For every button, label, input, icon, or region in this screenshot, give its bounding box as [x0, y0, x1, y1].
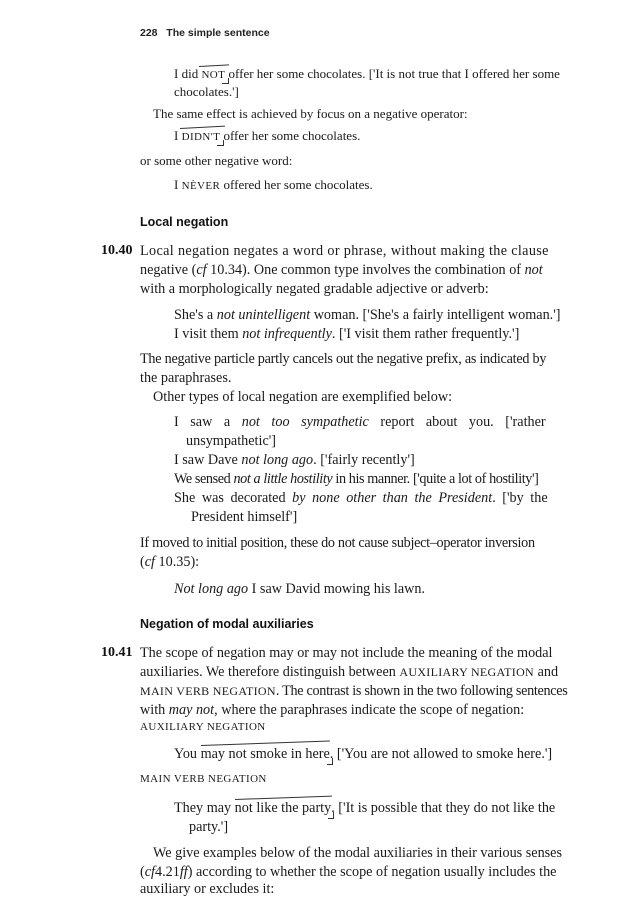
example-may-not-like-cont: party.'] — [189, 819, 229, 835]
label-main-verb-negation: MAIN VERB NEGATION — [140, 773, 267, 785]
local-negation-p1-l1: Local negation negates a word or phrase, without making the clause — [140, 243, 549, 259]
local-negation-p2-l2: the paraphrases. — [140, 370, 232, 386]
example-none-other-than-cont: President himself'] — [191, 509, 298, 525]
example-not-infrequently: I visit them not infrequently. ['I visit them rather frequently.'] — [174, 326, 520, 342]
example-may-not-smoke: You may not smoke in here. ['You are not allowed to smoke here.'] — [174, 746, 553, 762]
example-not-unintelligent: She's a not unintelligent woman. ['She's a fairly intelligent woman.'] — [174, 307, 561, 323]
example-not-too-sympathetic: I saw a not too sympathetic report about you. ['rather — [174, 414, 546, 430]
paragraph-negative-word: or some other negative word: — [140, 153, 293, 168]
heading-local-negation: Local negation — [140, 215, 229, 229]
example-not-long-ago-fronted: Not long ago I saw David mowing his lawn. — [174, 581, 426, 597]
example-not-focus-cont: chocolates.'] — [174, 84, 239, 99]
scope-may-not-smoke: may not smoke in here — [200, 746, 330, 762]
local-negation-p2-l1: The negative particle partly cancels out the negative prefix, as indicated by — [140, 351, 547, 367]
example-not-a-little-hostility: We sensed not a little hostility in his manner. ['quite a lot of hostility'] — [174, 471, 539, 487]
example-didnt-focus: I DIDN'T offer her some chocolates. — [174, 128, 361, 143]
section-number-10-40: 10.40 — [101, 243, 133, 258]
example-not-long-ago: I saw Dave not long ago. ['fairly recently'] — [174, 452, 415, 468]
heading-modal-negation: Negation of modal auxiliaries — [140, 617, 314, 631]
modal-p1-l2: auxiliaries. We therefore distinguish between AUXILIARY NEGATION and — [140, 664, 559, 680]
modal-p2-l1: We give examples below of the modal auxiliaries in their various senses — [153, 845, 562, 861]
running-title: The simple sentence — [166, 27, 270, 39]
local-negation-p1-l2: negative (cf 10.34). One common type involves the combination of not — [140, 262, 543, 278]
modal-p2-l3: auxiliary or excludes it: — [140, 881, 275, 897]
modal-p1-l3: MAIN VERB NEGATION. The contrast is shown in the two following sentences — [140, 683, 568, 699]
modal-p1-l1: The scope of negation may or may not include the meaning of the modal — [140, 645, 553, 661]
example-never: I NÈVER offered her some chocolates. — [174, 177, 373, 192]
modal-p2-l2: (cf4.21ff) according to whether the scope of negation usually includes the — [140, 864, 557, 880]
modal-p1-l4: with may not, where the paraphrases indicate the scope of negation: — [140, 702, 525, 718]
focus-didnt: DIDN'T — [181, 131, 221, 143]
example-not-too-sympathetic-cont: unsympathetic'] — [186, 433, 277, 449]
section-number-10-41: 10.41 — [101, 645, 133, 660]
paragraph-operator-focus: The same effect is achieved by focus on a negative operator: — [153, 106, 468, 121]
running-header — [140, 27, 270, 39]
example-may-not-like: They may not like the party. ['It is possible that they do not like the — [174, 800, 556, 816]
focus-not: NOT — [201, 69, 226, 81]
page-number: 228 — [140, 27, 158, 39]
scope-not-like-the-party: not like the party — [234, 800, 332, 816]
local-negation-p1-l3: with a morphologically negated gradable adjective or adverb: — [140, 281, 489, 297]
local-negation-p4-l1: If moved to initial position, these do not cause subject–operator inversion — [140, 535, 535, 551]
example-not-focus: I did NOT offer her some chocolates. ['It is not true that I offered her some — [174, 66, 560, 81]
local-negation-p4-l2: (cf 10.35): — [140, 554, 200, 570]
example-none-other-than: She was decorated by none other than the President. ['by the — [174, 490, 548, 506]
local-negation-p3: Other types of local negation are exemplified below: — [153, 389, 453, 405]
label-auxiliary-negation: AUXILIARY NEGATION — [140, 721, 266, 733]
